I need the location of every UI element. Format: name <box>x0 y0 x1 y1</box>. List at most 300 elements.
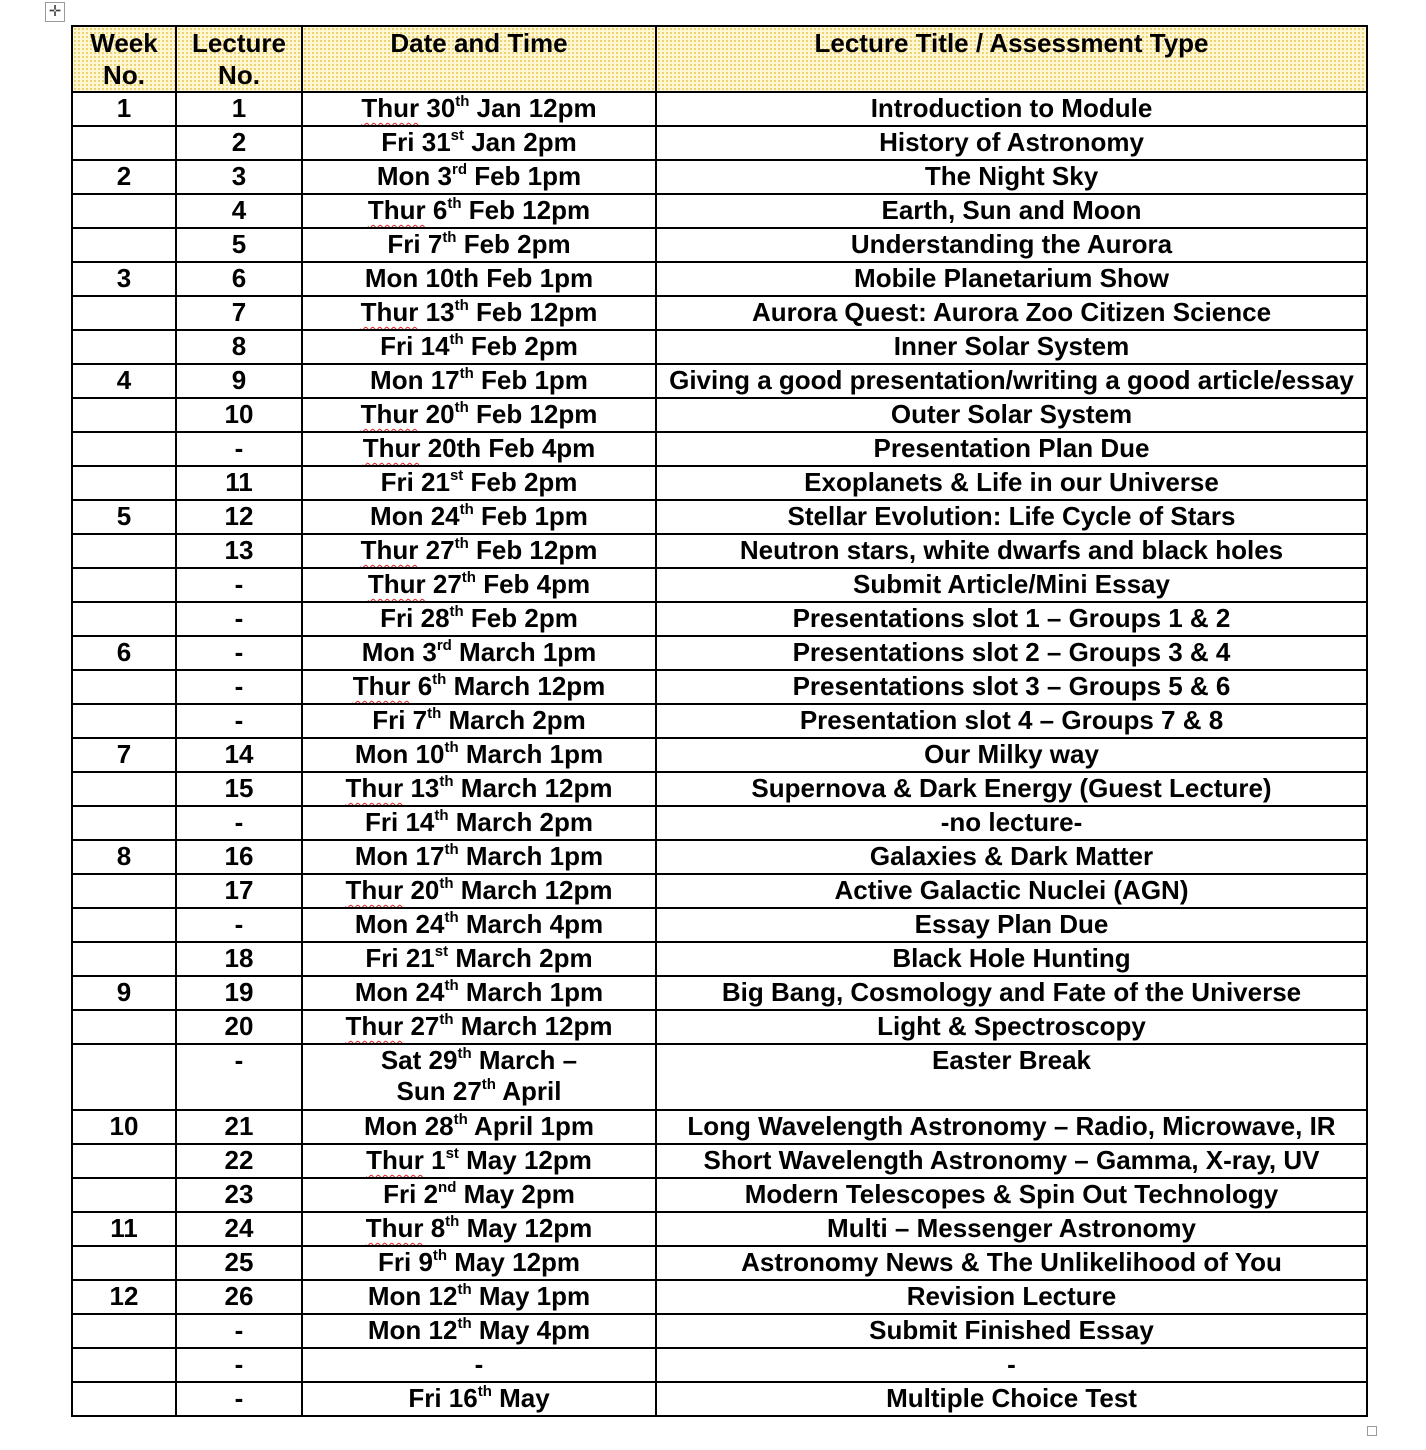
date-day: Fri <box>380 331 414 361</box>
date-rest: March – <box>471 1045 578 1075</box>
date-rest: May <box>491 1383 550 1413</box>
date-cell <box>302 534 656 568</box>
date-suffix: th <box>439 875 454 893</box>
date-cell <box>302 126 656 160</box>
week-cell <box>72 806 176 840</box>
table-row <box>72 1212 1367 1246</box>
date-rest: Jan 2pm <box>464 127 577 157</box>
table-row <box>72 126 1367 160</box>
week-cell <box>72 432 176 466</box>
date-suffix: th <box>457 1315 472 1333</box>
date-cell <box>302 568 656 602</box>
table-row <box>72 1246 1367 1280</box>
date-day: Thur <box>365 1213 424 1243</box>
date-cell <box>302 976 656 1010</box>
table-row <box>72 636 1367 670</box>
date-suffix: th <box>455 93 470 111</box>
date-day: Fri <box>387 229 421 259</box>
date-cell <box>302 1010 656 1044</box>
date-rest: Feb 12pm <box>468 297 598 327</box>
table-row <box>72 738 1367 772</box>
date-number: 1 <box>431 1145 446 1175</box>
date-day: Thur <box>345 1011 404 1041</box>
date-rest: March 1pm <box>451 637 597 667</box>
week-cell <box>72 296 176 330</box>
table-row <box>72 398 1367 432</box>
date-cell <box>302 840 656 874</box>
lecture-cell: 5 <box>176 228 302 262</box>
date-day: Fri <box>364 807 399 837</box>
week-cell <box>72 466 176 500</box>
lecture-cell: 12 <box>176 500 302 534</box>
lecture-cell: 13 <box>176 534 302 568</box>
table-row <box>72 1010 1367 1044</box>
title-cell: Inner Solar System <box>656 330 1367 364</box>
lecture-cell: 10 <box>176 398 302 432</box>
title-cell: Presentation slot 4 – Groups 7 & 8 <box>656 704 1367 738</box>
date-cell <box>302 772 656 806</box>
week-cell: 5 <box>72 500 176 534</box>
date-cell <box>302 942 656 976</box>
date-rest: May 12pm <box>459 1213 593 1243</box>
lecture-cell: 22 <box>176 1144 302 1178</box>
title-cell: Introduction to Module <box>656 92 1367 126</box>
date-number: 28 <box>424 1111 454 1141</box>
date-cell <box>302 602 656 636</box>
title-cell: Stellar Evolution: Life Cycle of Stars <box>656 500 1367 534</box>
week-cell: 4 <box>72 364 176 398</box>
date-rest: March 12pm <box>446 671 606 701</box>
lecture-cell: - <box>176 908 302 942</box>
date-cell <box>302 92 656 126</box>
date-number: 27 <box>432 569 462 599</box>
table-row <box>72 908 1367 942</box>
week-cell <box>72 1144 176 1178</box>
date-rest: March 2pm <box>448 807 594 837</box>
date-day: Sat <box>380 1045 422 1075</box>
date-day: Thur <box>360 535 419 565</box>
lecture-cell: - <box>176 602 302 636</box>
week-cell <box>72 772 176 806</box>
date-suffix: th <box>447 195 462 213</box>
date-day: Thur <box>345 875 404 905</box>
date-cell <box>302 1044 656 1110</box>
date-number: 29 <box>428 1045 458 1075</box>
table-row <box>72 364 1367 398</box>
week-cell <box>72 228 176 262</box>
date-number: 27 <box>425 535 455 565</box>
lecture-cell: - <box>176 806 302 840</box>
date-suffix: th <box>432 1247 448 1265</box>
date-suffix: th <box>444 841 459 859</box>
date-cell <box>302 160 656 194</box>
table-row <box>72 1348 1367 1382</box>
date-suffix: th <box>427 705 442 723</box>
title-cell: Exoplanets & Life in our Universe <box>656 466 1367 500</box>
date-cell <box>302 466 656 500</box>
date-number: 9 <box>418 1247 433 1277</box>
lecture-cell: 25 <box>176 1246 302 1280</box>
table-row <box>72 1110 1367 1144</box>
title-cell: Big Bang, Cosmology and Fate of the Universe <box>656 976 1367 1010</box>
date-suffix: th <box>434 807 449 825</box>
date-number: 17 <box>415 841 445 871</box>
date-number: 13 <box>410 773 440 803</box>
week-cell <box>72 126 176 160</box>
lecture-cell: 1 <box>176 92 302 126</box>
date-rest: Feb 12pm <box>468 399 598 429</box>
lecture-cell: 3 <box>176 160 302 194</box>
date-number: 10 <box>415 739 445 769</box>
date-suffix: th <box>459 365 474 383</box>
lecture-cell: 18 <box>176 942 302 976</box>
date-number: 12 <box>428 1315 458 1345</box>
date-rest: Feb 12pm <box>468 535 598 565</box>
week-cell <box>72 1044 176 1110</box>
lecture-cell: 11 <box>176 466 302 500</box>
header-row <box>72 26 1367 92</box>
date-suffix: th <box>439 773 454 791</box>
lecture-cell: - <box>176 432 302 466</box>
date-cell <box>302 1212 656 1246</box>
date-cell <box>302 704 656 738</box>
title-cell: Multiple Choice Test <box>656 1382 1367 1416</box>
date-day: Fri <box>365 943 399 973</box>
date-number: 14 <box>420 331 450 361</box>
date-cell <box>302 262 656 296</box>
lecture-cell: 16 <box>176 840 302 874</box>
date-suffix: th <box>442 229 457 247</box>
date-rest: Feb 2pm <box>463 467 578 497</box>
date-suffix: th <box>444 977 459 995</box>
date-day: Mon <box>370 501 424 531</box>
week-cell <box>72 942 176 976</box>
date-rest: Feb 12pm <box>461 195 591 225</box>
date-day: Sun <box>396 1076 446 1106</box>
date-day: Mon <box>354 977 409 1007</box>
title-cell: Easter Break <box>656 1044 1367 1110</box>
date-suffix: st <box>449 467 464 485</box>
date-suffix: th <box>444 909 459 927</box>
date-number: 28 <box>420 603 450 633</box>
title-cell: Long Wavelength Astronomy – Radio, Microwave, IR <box>656 1110 1367 1144</box>
table-row <box>72 466 1367 500</box>
date-rest: Feb 1pm <box>478 263 594 293</box>
lecture-cell: 23 <box>176 1178 302 1212</box>
title-cell: Giving a good presentation/writing a good article/essay <box>656 364 1367 398</box>
date-number: 24 <box>415 977 445 1007</box>
date-day: Fri <box>383 1179 417 1209</box>
date-day: Fri <box>377 1247 412 1277</box>
date-suffix: rd <box>451 161 467 179</box>
date-cell <box>302 1382 656 1416</box>
date-cell <box>302 1178 656 1212</box>
schedule-body <box>72 92 1367 1416</box>
lecture-cell: 9 <box>176 364 302 398</box>
title-cell: Modern Telescopes & Spin Out Technology <box>656 1178 1367 1212</box>
table-row <box>72 534 1367 568</box>
table-row <box>72 330 1367 364</box>
date-day: Thur <box>362 433 421 463</box>
date-suffix: th <box>449 603 464 621</box>
date-suffix: st <box>434 943 449 961</box>
lecture-cell: 24 <box>176 1212 302 1246</box>
schedule-table <box>71 25 1368 1417</box>
date-day: Thur <box>352 671 411 701</box>
date-cell <box>302 296 656 330</box>
title-cell: Presentations slot 3 – Groups 5 & 6 <box>656 670 1367 704</box>
lecture-cell: 2 <box>176 126 302 160</box>
lecture-cell: 19 <box>176 976 302 1010</box>
date-day: Mon <box>354 739 409 769</box>
title-cell: Presentation Plan Due <box>656 432 1367 466</box>
date-rest: Jan 12pm <box>469 93 597 123</box>
date-rest: March 2pm <box>441 705 586 735</box>
date-cell <box>302 738 656 772</box>
date-cell <box>302 1246 656 1280</box>
date-day: Mon <box>354 909 409 939</box>
date-day: Mon <box>376 161 431 191</box>
date-day: Mon <box>361 637 416 667</box>
lecture-cell: 26 <box>176 1280 302 1314</box>
week-cell <box>72 1314 176 1348</box>
date-number: 13 <box>425 297 455 327</box>
title-cell: Multi – Messenger Astronomy <box>656 1212 1367 1246</box>
header-week <box>72 26 176 92</box>
title-cell: Black Hole Hunting <box>656 942 1367 976</box>
date-number: 20th <box>427 433 482 463</box>
date-day: Fri <box>372 705 406 735</box>
date-suffix: th <box>453 1111 468 1129</box>
date-cell <box>302 806 656 840</box>
header-lecture-line1: Lecture <box>192 28 286 58</box>
lecture-cell: - <box>176 1382 302 1416</box>
date-suffix: th <box>481 1076 496 1094</box>
lecture-cell: - <box>176 704 302 738</box>
date-cell <box>302 1110 656 1144</box>
table-row <box>72 432 1367 466</box>
date-number: 10th <box>425 263 479 293</box>
date-day: Thur <box>367 569 426 599</box>
table-move-handle-icon[interactable]: ✛ <box>45 2 65 22</box>
date-rest: March 1pm <box>458 977 604 1007</box>
lecture-cell: 20 <box>176 1010 302 1044</box>
table-row <box>72 262 1367 296</box>
week-cell <box>72 330 176 364</box>
date-number: 21 <box>421 467 450 497</box>
table-row <box>72 296 1367 330</box>
table-row <box>72 1314 1367 1348</box>
date-number: 6 <box>432 195 448 225</box>
week-cell <box>72 1246 176 1280</box>
date-rest: Feb 1pm <box>473 365 588 395</box>
date-cell <box>302 228 656 262</box>
week-cell: 10 <box>72 1110 176 1144</box>
date-day: Thur <box>366 1145 424 1175</box>
date-number: 3 <box>437 161 452 191</box>
date-cell <box>302 1348 656 1382</box>
date-rest: March 12pm <box>453 1011 613 1041</box>
date-rest: Feb 2pm <box>456 229 571 259</box>
week-cell: 7 <box>72 738 176 772</box>
date-day: Fri <box>380 603 414 633</box>
date-number: 16 <box>448 1383 478 1413</box>
date-rest: Feb 1pm <box>466 161 582 191</box>
date-number: 24 <box>430 501 460 531</box>
title-cell: Submit Finished Essay <box>656 1314 1367 1348</box>
date-day: Fri <box>380 467 414 497</box>
table-row <box>72 160 1367 194</box>
table-row <box>72 772 1367 806</box>
title-cell: -no lecture- <box>656 806 1367 840</box>
title-cell: Understanding the Aurora <box>656 228 1367 262</box>
date-cell <box>302 1314 656 1348</box>
date-cell <box>302 874 656 908</box>
date-rest: Feb 4pm <box>481 433 596 463</box>
table-row <box>72 806 1367 840</box>
table-row <box>72 602 1367 636</box>
date-number: 14 <box>405 807 435 837</box>
title-cell: Outer Solar System <box>656 398 1367 432</box>
date-suffix: th <box>457 1281 472 1299</box>
week-cell: 8 <box>72 840 176 874</box>
header-week-line1: Week <box>90 28 158 58</box>
date-suffix: th <box>444 739 459 757</box>
lecture-cell: - <box>176 1348 302 1382</box>
date-suffix: nd <box>438 1179 457 1197</box>
date-rest: April <box>495 1076 562 1106</box>
week-cell: 9 <box>72 976 176 1010</box>
date-number: 20 <box>410 875 440 905</box>
title-cell: Submit Article/Mini Essay <box>656 568 1367 602</box>
date-day: Thur <box>345 773 404 803</box>
week-cell: 2 <box>72 160 176 194</box>
week-cell <box>72 568 176 602</box>
lecture-cell: 21 <box>176 1110 302 1144</box>
title-cell: Our Milky way <box>656 738 1367 772</box>
week-cell <box>72 1348 176 1382</box>
title-cell: History of Astronomy <box>656 126 1367 160</box>
week-cell <box>72 704 176 738</box>
week-cell <box>72 1382 176 1416</box>
date-number: 7 <box>427 229 443 259</box>
header-lecture <box>176 26 302 92</box>
date-number: 30 <box>426 93 456 123</box>
title-cell: Supernova & Dark Energy (Guest Lecture) <box>656 772 1367 806</box>
date-suffix: st <box>450 127 464 145</box>
lecture-cell: - <box>176 568 302 602</box>
date-suffix: rd <box>436 637 452 655</box>
date-rest: March 4pm <box>458 909 604 939</box>
header-date: Date and Time <box>302 26 656 92</box>
date-rest: May 4pm <box>471 1315 591 1345</box>
date-suffix: th <box>445 1213 460 1231</box>
title-cell: Short Wavelength Astronomy – Gamma, X-ray, UV <box>656 1144 1367 1178</box>
date-cell <box>302 1280 656 1314</box>
lecture-cell: - <box>176 636 302 670</box>
date-rest: April 1pm <box>467 1111 594 1141</box>
date-cell <box>302 1144 656 1178</box>
lecture-cell: - <box>176 670 302 704</box>
week-cell <box>72 874 176 908</box>
date-suffix: th <box>439 1011 454 1029</box>
date-day: Thur <box>367 195 426 225</box>
date-number: 20 <box>425 399 455 429</box>
date-rest: Feb 4pm <box>475 569 591 599</box>
date-rest: March 12pm <box>453 773 613 803</box>
title-cell: Astronomy News & The Unlikelihood of You <box>656 1246 1367 1280</box>
week-cell: 6 <box>72 636 176 670</box>
date-day: Mon <box>364 1111 418 1141</box>
date-rest: Feb 2pm <box>463 603 578 633</box>
title-cell: Galaxies & Dark Matter <box>656 840 1367 874</box>
date-rest: May 1pm <box>471 1281 591 1311</box>
table-row <box>72 704 1367 738</box>
title-cell: Light & Spectroscopy <box>656 1010 1367 1044</box>
date-rest: March 12pm <box>453 875 613 905</box>
date-number: 17 <box>430 365 460 395</box>
date-day: Fri <box>381 127 415 157</box>
title-cell: Essay Plan Due <box>656 908 1367 942</box>
header-week-line2: No. <box>103 60 145 90</box>
table-row <box>72 1280 1367 1314</box>
table-row <box>72 1178 1367 1212</box>
table-resize-handle[interactable] <box>1367 1426 1377 1436</box>
date-number: 2 <box>423 1179 439 1209</box>
lecture-cell: 17 <box>176 874 302 908</box>
date-cell <box>302 398 656 432</box>
date-suffix: th <box>454 535 469 553</box>
date-rest: May 12pm <box>458 1145 592 1175</box>
date-cell <box>302 364 656 398</box>
date-number: 24 <box>415 909 445 939</box>
table-row <box>72 874 1367 908</box>
title-cell: Revision Lecture <box>656 1280 1367 1314</box>
week-cell <box>72 602 176 636</box>
table-row <box>72 1144 1367 1178</box>
week-cell <box>72 908 176 942</box>
week-cell: 1 <box>72 92 176 126</box>
date-number: 7 <box>412 705 428 735</box>
lecture-cell: 6 <box>176 262 302 296</box>
date-day: Mon <box>370 365 424 395</box>
week-cell <box>72 1178 176 1212</box>
date-number: 12 <box>428 1281 458 1311</box>
date-suffix: th <box>454 297 469 315</box>
title-cell: - <box>656 1348 1367 1382</box>
table-row <box>72 568 1367 602</box>
date-cell <box>302 500 656 534</box>
date-rest: March 1pm <box>458 841 604 871</box>
date-day: Mon <box>367 1315 422 1345</box>
title-cell: Neutron stars, white dwarfs and black holes <box>656 534 1367 568</box>
header-lecture-line2: No. <box>218 60 260 90</box>
week-cell <box>72 534 176 568</box>
date-cell <box>302 908 656 942</box>
week-cell <box>72 670 176 704</box>
header-title: Lecture Title / Assessment Type <box>656 26 1367 92</box>
table-row <box>72 976 1367 1010</box>
date-suffix: th <box>454 399 469 417</box>
title-cell: The Night Sky <box>656 160 1367 194</box>
date-number: 6 <box>417 671 433 701</box>
date-number: 3 <box>422 637 437 667</box>
date-suffix: th <box>459 501 474 519</box>
title-cell: Presentations slot 2 – Groups 3 & 4 <box>656 636 1367 670</box>
date-day: Mon <box>364 263 419 293</box>
week-cell: 12 <box>72 1280 176 1314</box>
date-number: 31 <box>421 127 451 157</box>
